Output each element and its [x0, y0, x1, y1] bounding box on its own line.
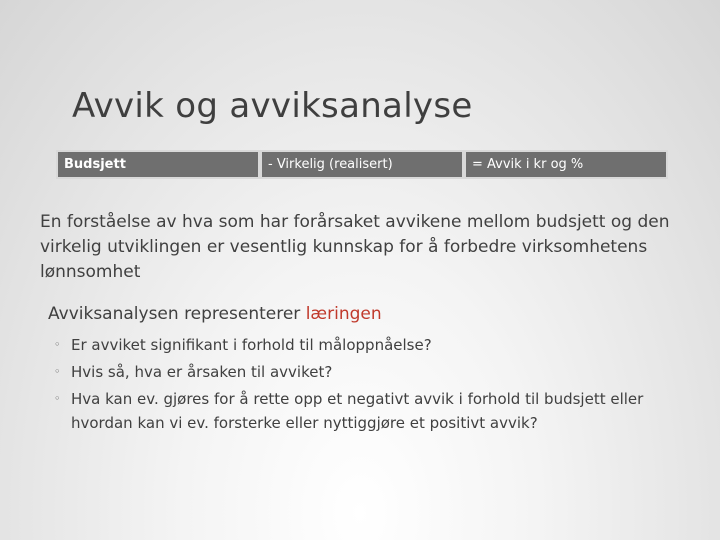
list-item — [54, 360, 704, 384]
formula-table — [56, 150, 668, 179]
analysis-heading-accent: læringen — [305, 304, 382, 324]
table-cell-actual: - Virkelig (realisert) — [260, 150, 464, 179]
slide-title: Avvik og avviksanalyse — [72, 86, 473, 126]
bullet-circle-icon: ◦ — [54, 392, 61, 405]
bullet-circle-icon: ◦ — [54, 338, 61, 351]
table-cell-variance: = Avvik i kr og % — [464, 150, 668, 179]
list-item-text: Hva kan ev. gjøres for å rette opp et negativt avvik i forhold til budsjett eller hvordan kan vi ev. forsterke eller nyttiggjøre et positivt avvik? — [71, 390, 644, 432]
table-cell-budget: Budsjett — [56, 150, 260, 179]
bullet-circle-icon: ◦ — [54, 365, 61, 378]
analysis-heading — [48, 304, 382, 324]
intro-paragraph: En forståelse av hva som har forårsaket avvikene mellom budsjett og den virkelig utviklingen er vesentlig kunnskap for å forbedre virksomhetens lønnsomhet — [40, 212, 670, 282]
list-item — [54, 387, 704, 435]
analysis-heading-text: Avviksanalysen representerer — [48, 304, 306, 324]
list-item — [54, 333, 704, 357]
list-item-text: Er avviket signifikant i forhold til måloppnåelse? — [71, 336, 432, 354]
analysis-bullet-list — [54, 333, 704, 438]
list-item-text: Hvis så, hva er årsaken til avviket? — [71, 363, 333, 381]
